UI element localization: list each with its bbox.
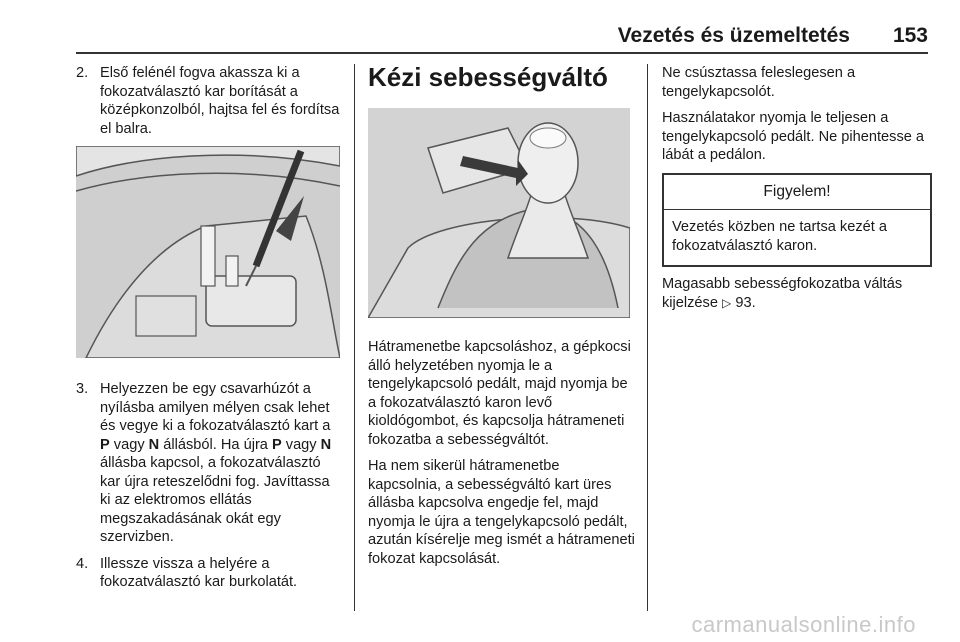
text-run: Helyezzen be egy csavarhúzót a nyílásba amilyen mélyen csak lehet és vegye ki a fokozatválasztó kart a [100,381,331,434]
paragraph: Ha nem sikerül hátramenetbe kapcsolnia, a sebességváltó kart üres állásba kapcsolva engedje fel, majd nyomja le újra a tengelykapcsoló pedált, azután kísérelje meg ismét a hátrameneti fokozat kapcsolását. [368,458,635,567]
section-title-header: Vezetés és üzemeltetés [617,24,850,47]
column-divider-2 [647,64,648,611]
column-3 [662,64,932,312]
step-text: Illessze vissza a helyére a fokozatválasztó kar burkolatát. [100,555,298,590]
section-heading: Kézi sebességváltó [368,62,608,92]
text-run: . [751,294,756,311]
step-3 [76,380,344,547]
step-4 [76,555,344,592]
paragraph: Ne csúsztassa feleslegesen a tengelykapcsolót. [662,65,856,100]
text-run: állásba kapcsol, a fokozatválasztó kar újra reteszelődni fog. Javíttassa ki az elektromos ellátás megszakadásának okát egy szervizben. [100,455,330,545]
warning-text: Vezetés közben ne tartsa kezét a fokozatválasztó karon. [672,219,887,254]
position-n: N [148,436,160,453]
text-run: vagy [281,436,321,453]
warning-title: Figyelem! [664,175,930,211]
page-reference-link[interactable]: 93 [735,294,752,311]
step-text: Első felénél fogva akassza ki a fokozatválasztó kar borítását a középkonzolból, hajtsa fel és fordítsa el balra. [100,65,340,137]
step-number: 2. [76,65,89,81]
page-header [0,0,960,56]
watermark: carmanualsonline.info [691,612,916,637]
step-number: 4. [76,555,89,572]
column-1 [76,64,344,592]
position-n: N [320,436,332,453]
page-reference-arrow-icon: ▷ [722,295,732,310]
page-number: 153 [892,24,928,47]
position-p: P [100,436,110,453]
selector-cover-illustration [76,146,340,358]
step-number: 3. [76,381,89,397]
warning-box [662,173,932,268]
step-2 [76,64,344,138]
paragraph: Használatakor nyomja le teljesen a tengelykapcsoló pedált. Ne pihentesse a lábát a pedálon. [662,110,925,163]
paragraph [662,275,932,312]
figure-selector-cover [76,146,340,358]
column-2 [368,64,636,568]
gear-shift-illustration [368,108,630,318]
header-rule [76,52,928,54]
figure-gear-shift [368,108,630,318]
position-p: P [271,436,282,453]
paragraph: Hátramenetbe kapcsoláshoz, a gépkocsi álló helyzetében nyomja le a tengelykapcsoló pedált, majd nyomja be a fokozatválasztó karon levő kioldógombot, és kapcsolja hátrameneti fokozatba a sebességváltót. [368,339,631,448]
text-run: állásból. Ha újra [159,436,272,453]
column-divider-1 [354,64,355,611]
step-text [100,380,344,547]
text-run: Magasabb sebességfokozatba váltás kijelzése [662,276,903,311]
text-run: vagy [109,436,149,453]
